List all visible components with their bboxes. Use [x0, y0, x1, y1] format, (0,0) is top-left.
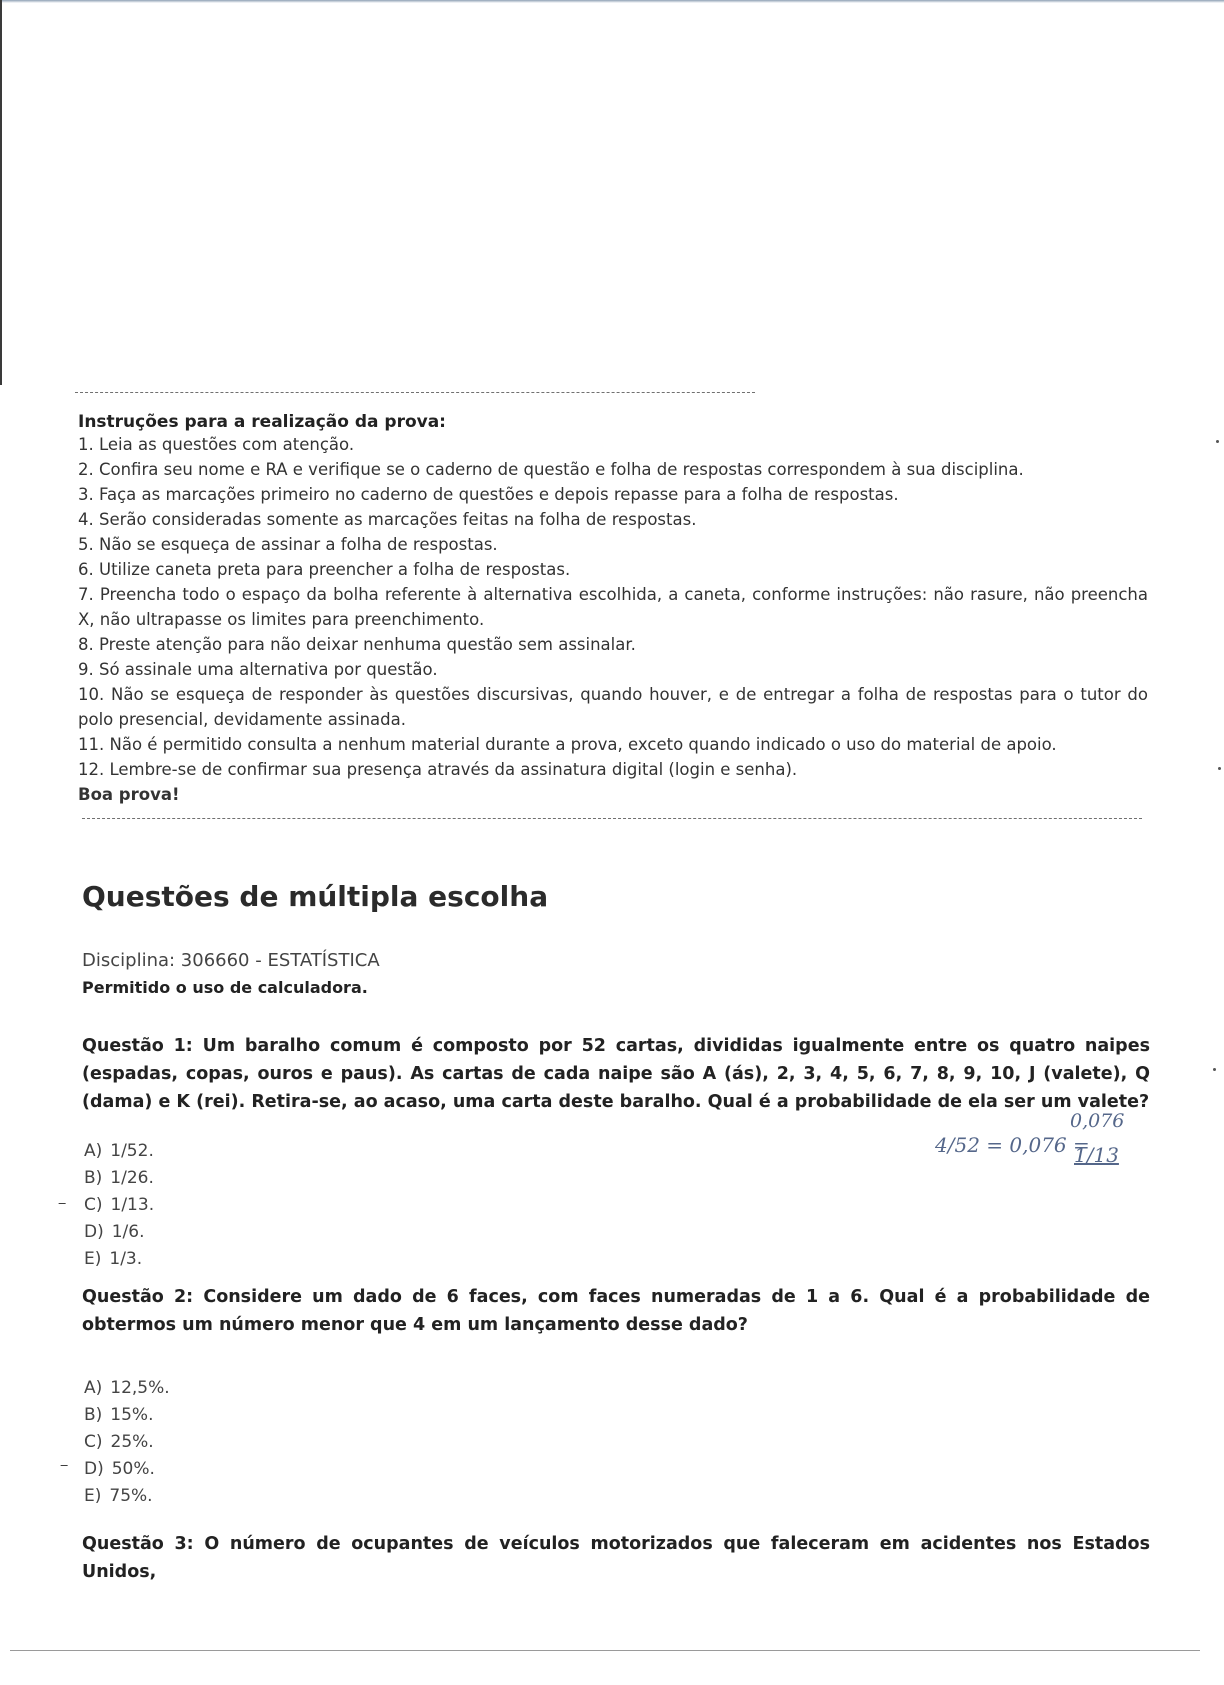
calculator-note: Permitido o uso de calculadora. — [82, 978, 368, 997]
question-1-options — [84, 1138, 154, 1273]
option[interactable]: B) 15%. — [84, 1405, 154, 1425]
option[interactable]: D) 1/6. — [84, 1222, 145, 1242]
instruction-item: 6. Utilize caneta preta para preencher a folha de respostas. — [78, 560, 571, 579]
instruction-item: 1. Leia as questões com atenção. — [78, 435, 355, 454]
handwritten-note-result: 1/13 — [1074, 1143, 1119, 1167]
question-2-text: Questão 2: Considere um dado de 6 faces, com faces numeradas de 1 a 6. Qual é a probabilidade de obtermos um número menor que 4 em um lançamento desse dado? — [82, 1287, 1150, 1335]
instruction-item: 4. Serão consideradas somente as marcações feitas na folha de respostas. — [78, 510, 697, 529]
handwritten-note-calculation: 4/52 = 0,076 = — [935, 1133, 1090, 1157]
option[interactable]: C) 25%. — [84, 1432, 154, 1452]
instruction-item: 11. Não é permitido consulta a nenhum material durante a prova, exceto quando indicado o uso do material de apoio. — [78, 735, 1057, 754]
option[interactable]: C) 1/13. — [84, 1195, 155, 1215]
scan-speck — [1216, 440, 1219, 443]
question-3-text: Questão 3: O número de ocupantes de veículos motorizados que faleceram em acidentes nos Estados Unidos, — [82, 1534, 1150, 1582]
instruction-item: 5. Não se esqueça de assinar a folha de respostas. — [78, 535, 498, 554]
option[interactable]: E) 1/3. — [84, 1249, 143, 1269]
option[interactable]: D) 50%. — [84, 1459, 155, 1479]
dashed-divider-top — [75, 392, 755, 393]
pencil-mark-q2: ‒ — [60, 1458, 69, 1473]
option[interactable]: A) 1/52. — [84, 1141, 154, 1161]
scan-speck — [1218, 767, 1221, 770]
instructions-block — [78, 412, 1148, 807]
instruction-item: 10. Não se esqueça de responder às questões discursivas, quando houver, e de entregar a folha de respostas para o tutor do polo presencial, devidamente assinada. — [78, 685, 1148, 729]
instructions-title: Instruções para a realização da prova: — [78, 412, 446, 432]
option[interactable]: A) 12,5%. — [84, 1378, 170, 1398]
instruction-item: 7. Preencha todo o espaço da bolha referente à alternativa escolhida, a caneta, conforme instruções: não rasure, não preencha X, não ultrapasse os limites para preenchimento. — [78, 585, 1148, 629]
option[interactable]: E) 75%. — [84, 1486, 153, 1506]
instruction-item: 3. Faça as marcações primeiro no caderno de questões e depois repasse para a folha de respostas. — [78, 485, 899, 504]
pencil-mark-q1: ‒ — [58, 1196, 67, 1211]
instruction-item: 8. Preste atenção para não deixar nenhuma questão sem assinalar. — [78, 635, 636, 654]
discipline-label: Disciplina: 306660 - ESTATÍSTICA — [82, 950, 380, 971]
instruction-item: 2. Confira seu nome e RA e verifique se o caderno de questão e folha de respostas correspondem à sua disciplina. — [78, 460, 1024, 479]
option[interactable]: B) 1/26. — [84, 1168, 154, 1188]
question-1-text: Questão 1: Um baralho comum é composto por 52 cartas, divididas igualmente entre os quatro naipes (espadas, copas, ouros e paus). As cartas de cada naipe são A (ás), 2, 3, 4, 5, 6, 7, 8, 9, 10, J (valete), Q (dama) e K (rei). Retira-se, ao acaso, uma carta deste baralho. Qual é a probabilidade de ela ser um valete? — [82, 1036, 1150, 1112]
instruction-item: 9. Só assinale uma alternativa por questão. — [78, 660, 438, 679]
section-title: Questões de múltipla escolha — [82, 880, 549, 913]
question-2-options — [84, 1375, 170, 1510]
closing-greeting: Boa prova! — [78, 785, 180, 804]
instruction-item: 12. Lembre-se de confirmar sua presença através da assinatura digital (login e senha). — [78, 760, 798, 779]
page-bottom-rule — [10, 1650, 1200, 1651]
scan-top-edge — [0, 0, 1224, 3]
scan-left-edge — [0, 0, 2, 385]
dashed-divider-bottom — [82, 818, 1142, 819]
handwritten-note-top: 0,076 — [1070, 1110, 1125, 1132]
scan-speck — [1213, 1068, 1216, 1071]
